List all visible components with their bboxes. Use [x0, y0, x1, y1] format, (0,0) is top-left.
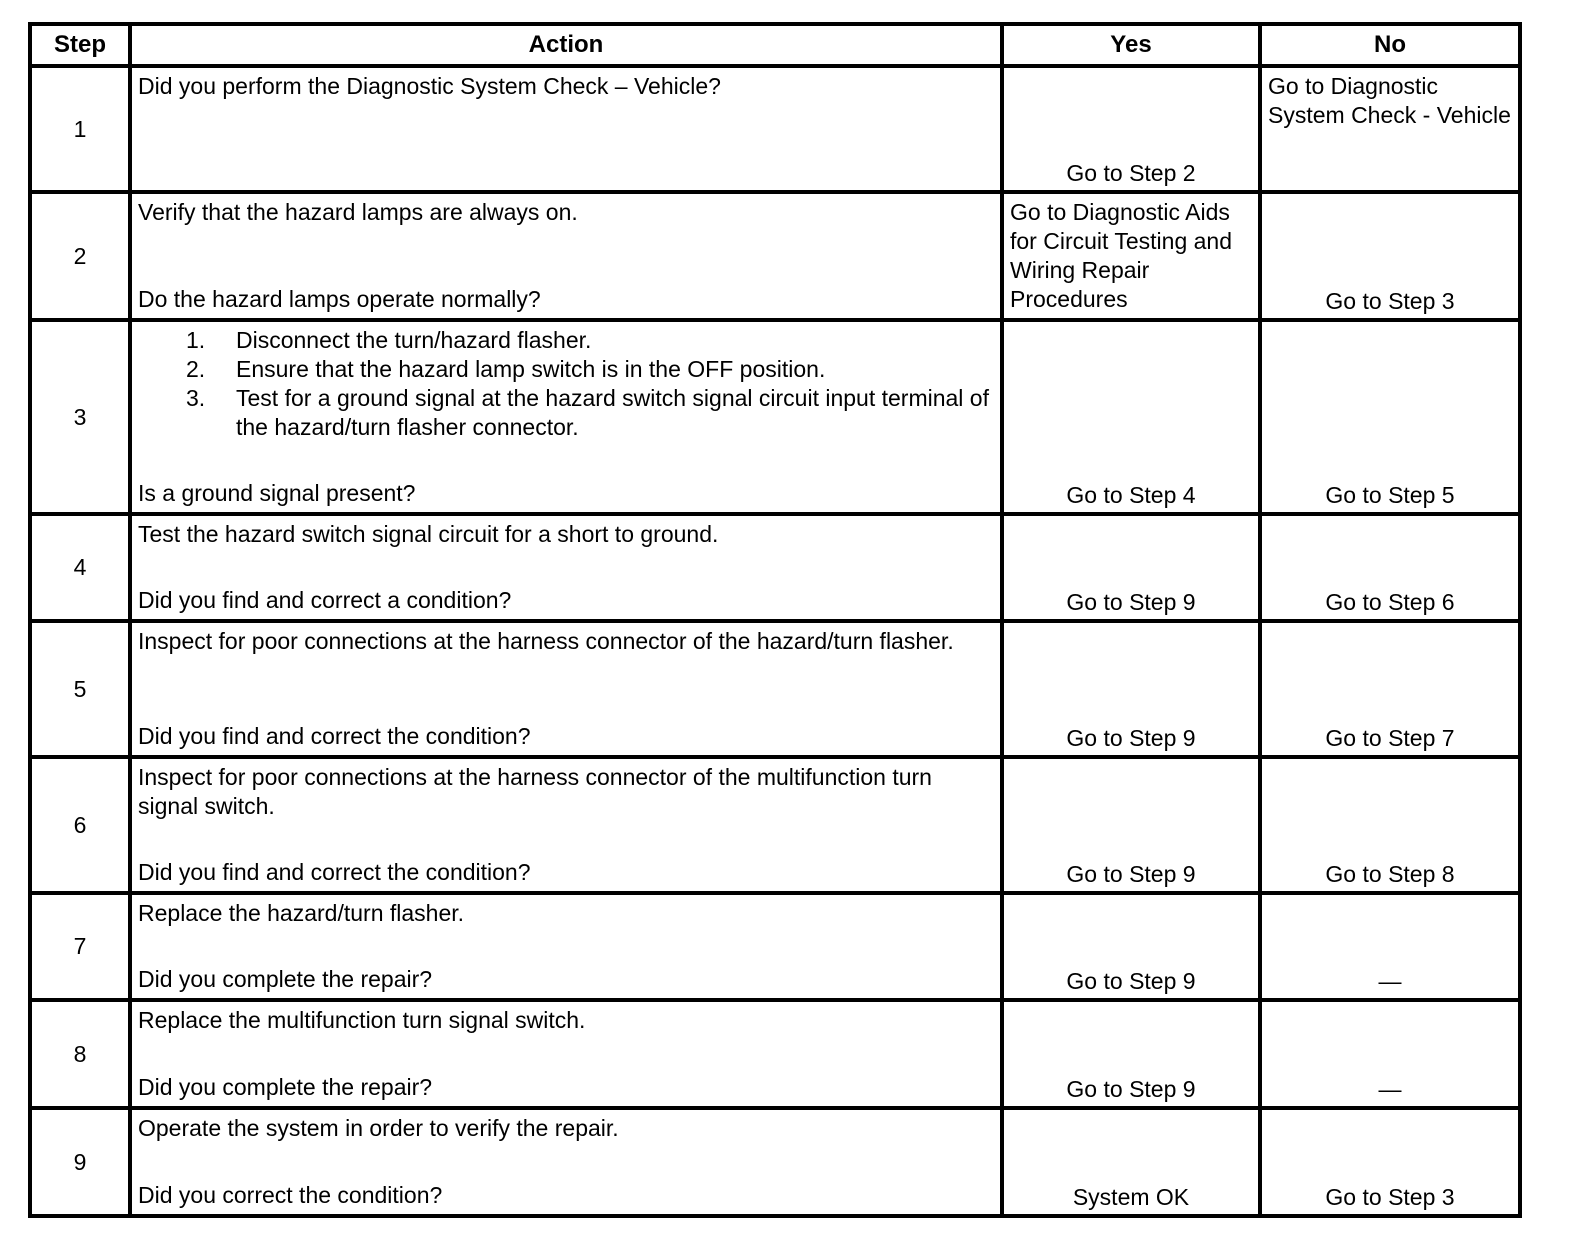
table-row — [30, 66, 1520, 192]
step-number: 6 — [73, 811, 87, 838]
action-cell — [130, 514, 1002, 621]
action-steps-list — [138, 326, 994, 442]
header-action: Action — [130, 24, 1002, 66]
no-text: Go to Step 8 — [1325, 861, 1455, 887]
no-cell — [1260, 66, 1520, 192]
step-cell — [30, 514, 130, 621]
yes-cell — [1002, 757, 1260, 893]
no-text: Go to Step 6 — [1325, 589, 1455, 615]
step-number: 4 — [73, 554, 87, 580]
table-row — [30, 320, 1520, 514]
step-cell — [30, 1000, 130, 1108]
yes-text: Go to Step 9 — [1066, 725, 1196, 751]
yes-text: Go to Diagnostic Aids for Circuit Testing and Wiring Repair Procedures — [1010, 199, 1233, 312]
step-number: 8 — [73, 1040, 87, 1067]
list-number: 1. — [186, 327, 206, 353]
no-text: — — [1378, 968, 1402, 994]
action-instruction: Replace the hazard/turn flasher. — [138, 900, 465, 926]
step-number: 2 — [73, 242, 87, 269]
header-row — [30, 24, 1520, 66]
diagnostic-table — [28, 22, 1522, 1218]
action-cell — [130, 1108, 1002, 1216]
list-number: 3. — [186, 385, 206, 411]
action-cell — [130, 192, 1002, 320]
action-instruction: Test the hazard switch signal circuit for a short to ground. — [138, 521, 719, 547]
yes-text: Go to Step 9 — [1066, 968, 1196, 994]
list-item — [186, 355, 994, 384]
list-text: Disconnect the turn/hazard flasher. — [236, 327, 592, 353]
no-cell — [1260, 1108, 1520, 1216]
action-cell — [130, 621, 1002, 757]
step-number: 9 — [73, 1148, 87, 1175]
table-row — [30, 757, 1520, 893]
action-cell — [130, 66, 1002, 192]
action-instruction: Replace the multifunction turn signal switch. — [138, 1007, 586, 1033]
header-no: No — [1260, 24, 1520, 66]
no-cell — [1260, 1000, 1520, 1108]
action-question: Did you complete the repair? — [138, 966, 433, 992]
yes-cell — [1002, 66, 1260, 192]
no-text: — — [1378, 1076, 1402, 1102]
no-text: Go to Step 3 — [1325, 1184, 1455, 1210]
no-cell — [1260, 621, 1520, 757]
table-row — [30, 893, 1520, 1000]
action-question: Is a ground signal present? — [138, 480, 416, 506]
yes-text: Go to Step 9 — [1066, 589, 1196, 615]
action-instruction: Inspect for poor connections at the harness connector of the hazard/turn flasher. — [138, 628, 954, 654]
list-item — [186, 326, 994, 355]
list-item — [186, 384, 994, 442]
yes-text: Go to Step 2 — [1066, 160, 1196, 186]
yes-cell — [1002, 320, 1260, 514]
step-cell — [30, 1108, 130, 1216]
action-question: Did you find and correct a condition? — [138, 587, 512, 613]
step-number: 1 — [73, 115, 87, 142]
action-cell — [130, 893, 1002, 1000]
action-question: Did you perform the Diagnostic System Check – Vehicle? — [138, 73, 721, 99]
action-instruction: Operate the system in order to verify the repair. — [138, 1115, 619, 1141]
header-yes: Yes — [1002, 24, 1260, 66]
no-text: Go to Step 7 — [1325, 725, 1455, 751]
step-cell — [30, 320, 130, 514]
action-cell — [130, 320, 1002, 514]
no-cell — [1260, 893, 1520, 1000]
table-row — [30, 514, 1520, 621]
yes-cell — [1002, 514, 1260, 621]
no-text: Go to Diagnostic System Check - Vehicle — [1268, 73, 1511, 128]
yes-text: System OK — [1072, 1184, 1190, 1210]
action-question: Did you find and correct the condition? — [138, 723, 531, 749]
yes-cell — [1002, 893, 1260, 1000]
action-instruction: Inspect for poor connections at the harness connector of the multifunction turn signal switch. — [138, 764, 932, 819]
step-cell — [30, 66, 130, 192]
yes-cell — [1002, 621, 1260, 757]
step-cell — [30, 757, 130, 893]
action-instruction: Verify that the hazard lamps are always on. — [138, 199, 578, 225]
step-number: 7 — [73, 933, 87, 959]
no-cell — [1260, 192, 1520, 320]
step-cell — [30, 621, 130, 757]
table-row — [30, 1000, 1520, 1108]
action-cell — [130, 757, 1002, 893]
action-question: Do the hazard lamps operate normally? — [138, 286, 541, 312]
yes-cell — [1002, 1108, 1260, 1216]
step-cell — [30, 192, 130, 320]
step-number: 3 — [73, 403, 87, 430]
list-text: Ensure that the hazard lamp switch is in the OFF position. — [236, 356, 826, 382]
header-step: Step — [30, 24, 130, 66]
action-question: Did you complete the repair? — [138, 1074, 433, 1100]
no-text: Go to Step 3 — [1325, 288, 1455, 314]
yes-cell — [1002, 1000, 1260, 1108]
action-cell — [130, 1000, 1002, 1108]
action-question: Did you correct the condition? — [138, 1182, 443, 1208]
step-cell — [30, 893, 130, 1000]
table-row — [30, 192, 1520, 320]
yes-cell — [1002, 192, 1260, 320]
yes-text: Go to Step 9 — [1066, 1076, 1196, 1102]
no-text: Go to Step 5 — [1325, 482, 1455, 508]
table-row — [30, 621, 1520, 757]
list-number: 2. — [186, 356, 206, 382]
list-text: Test for a ground signal at the hazard switch signal circuit input terminal of the hazard/turn flasher connector. — [236, 385, 989, 440]
yes-text: Go to Step 9 — [1066, 861, 1196, 887]
table-row — [30, 1108, 1520, 1216]
action-question: Did you find and correct the condition? — [138, 859, 531, 885]
yes-text: Go to Step 4 — [1066, 482, 1196, 508]
no-cell — [1260, 514, 1520, 621]
no-cell — [1260, 757, 1520, 893]
step-number: 5 — [73, 675, 87, 702]
no-cell — [1260, 320, 1520, 514]
